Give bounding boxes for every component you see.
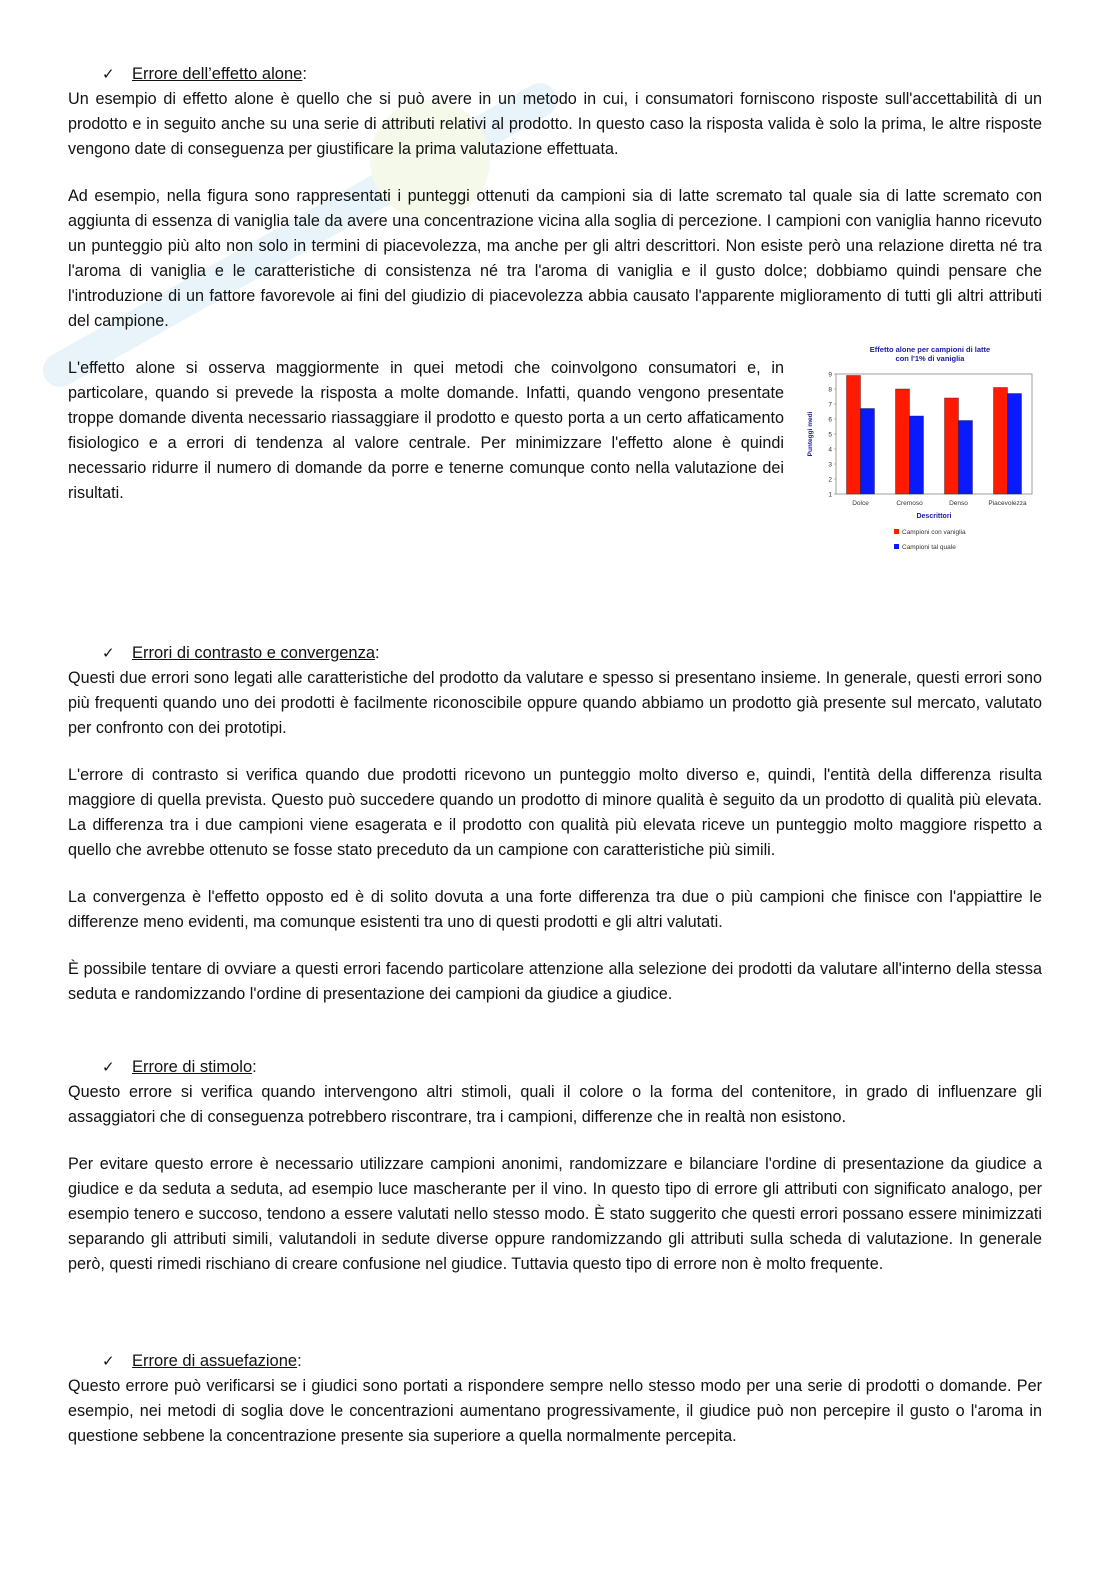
y-tick-label: 7 [828, 401, 832, 409]
y-tick-label: 2 [828, 476, 832, 484]
paragraph: Questo errore può verificarsi se i giudici sono portati a rispondere sempre nello stesso modo per una serie di prodotti o domande. Per esempio, nei metodi di soglia dove le concentrazioni aumentano progressivamente, il giudice può non percepire il gusto o l'aroma in questione sebbene la concentrazione presente sia superiore a quella normalmente percepita. [68, 1377, 1042, 1445]
bar-tal-quale [959, 421, 973, 495]
bar-chart [802, 344, 1042, 564]
bar-tal-quale [910, 416, 924, 494]
section-title: Errore di stimolo [132, 1058, 253, 1076]
legend-label: Campioni tal quale [902, 544, 956, 551]
y-tick-label: 4 [828, 446, 832, 454]
paragraph: È possibile tentare di ovviare a questi errori facendo particolare attenzione alla selezione dei prodotti da valutare all'interno della stessa seduta e randomizzando l'ordine di presentazione dei campioni da giudice a giudice. [68, 960, 1042, 1003]
section-title: Errore dell’effetto alone [132, 65, 303, 83]
paragraph: Un esempio di effetto alone è quello che si può avere in un metodo in cui, i consumatori forniscono risposte sull'accettabilità di un prodotto e in seguito anche su una serie di attributi relativi al prodotto. In questo caso la risposta valida è solo la prima, le altre risposte vengono date di conseguenza per giustificare la prima valutazione effettuata. [68, 90, 1042, 158]
checkmark-icon: ✓ [102, 1353, 115, 1370]
x-tick-label: Dolce [852, 500, 869, 507]
x-tick-label: Cremoso [896, 500, 923, 507]
chart-title: Effetto alone per campioni di latte [869, 345, 991, 354]
bar-tal-quale [1008, 394, 1022, 495]
chart-title: con l'1% di vaniglia [895, 354, 965, 363]
paragraph: L'errore di contrasto si verifica quando due prodotti ricevono un punteggio molto diverso e, quindi, l'entità della differenza risulta maggiore di quella prevista. Questo può succedere quando un prodotto di minore qualità è seguito da un prodotto di qualità più elevata. La differenza tra i due campioni viene esagerata e il prodotto con qualità più elevata riceve un punteggio molto maggiore rispetto a quello che avrebbe ottenuto se fosse stato preceduto da un campione con caratteristiche più simili. [68, 766, 1042, 859]
checkmark-icon: ✓ [102, 645, 115, 662]
paragraph: La convergenza è l'effetto opposto ed è di solito dovuta a una forte differenza tra due o più campioni che finisce con l'appiattire le differenze meno evidenti, ma comunque esistenti tra uno di questi prodotti e gli altri valutati. [68, 888, 1042, 931]
section-heading: ✓ Errore dell’effetto alone : [102, 62, 1042, 87]
legend-label: Campioni con vaniglia [902, 529, 966, 536]
bar-vaniglia [994, 388, 1008, 495]
legend-swatch [894, 544, 899, 549]
paragraph: L'effetto alone si osserva maggiormente in quei metodi che coinvolgono consumatori e, in particolare, quando si prevede la risposta a molte domande. Infatti, quando vengono presentate troppe domande diventa necessario riassaggiare il prodotto e questo porta a un certo affaticamento fisiologico e a errori di tendenza al valore centrale. Per minimizzare l'effetto alone è quindi necessario ridurre il numero di domande da porre e tenerne comunque conto nella valutazione dei risultati. [68, 359, 784, 502]
section-title: Errore di assuefazione [132, 1352, 298, 1370]
y-tick-label: 5 [828, 431, 832, 439]
paragraph: Per evitare questo errore è necessario utilizzare campioni anonimi, randomizzare e bilanciare l'ordine di presentazione da giudice a giudice e da seduta a seduta, ad esempio luce mascherante per il vino. In questo tipo di errore gli attributi con significato analogo, per esempio tenero e succoso, tendono a essere valutati nello stesso modo. È stato suggerito che questi errori possano essere minimizzati separando gli attributi simili, valutandoli in sedute diverse oppure randomizzando gli attributi sulla scheda di valutazione. In generale però, questi rimedi rischiano di creare confusione nel giudice. Tuttavia questo tipo di errore non è molto frequente. [68, 1155, 1042, 1273]
x-axis-label: Descrittori [916, 513, 952, 520]
x-tick-label: Denso [949, 500, 968, 507]
y-tick-label: 9 [828, 371, 832, 379]
paragraph: Ad esempio, nella figura sono rappresentati i punteggi ottenuti da campioni sia di latte scremato tal quale sia di latte scremato con aggiunta di essenza di vaniglia tale da avere una concentrazione vicina alla soglia di percezione. I campioni con vaniglia hanno ricevuto un punteggio più alto non solo in termini di piacevolezza, ma anche per gli altri descrittori. Non esiste però una relazione diretta né tra l'aroma di vaniglia e le caratteristiche di consistenza né tra l'aroma di vaniglia e il gusto dolce; dobbiamo quindi pensare che l'introduzione di un fattore favorevole ai fini del giudizio di piacevolezza abbia causato l'apparente miglioramento di tutti gli altri attributi del campione. [68, 187, 1042, 330]
section-heading: ✓ Errore di stimolo : [102, 1055, 1042, 1080]
x-tick-label: Piacevolezza [988, 500, 1027, 507]
checkmark-icon: ✓ [102, 1059, 115, 1076]
bar-vaniglia [847, 376, 861, 495]
document-page [68, 62, 1042, 1449]
legend-swatch [894, 529, 899, 534]
bar-tal-quale [861, 409, 875, 495]
y-tick-label: 6 [828, 416, 832, 424]
section-heading: ✓ Errore di assuefazione : [102, 1349, 1042, 1374]
bar-vaniglia [945, 398, 959, 494]
section-title: Errori di contrasto e convergenza [132, 644, 376, 662]
halo-effect-chart [802, 344, 1042, 569]
checkmark-icon: ✓ [102, 66, 115, 83]
y-tick-label: 1 [828, 491, 832, 499]
paragraph: Questi due errori sono legati alle caratteristiche del prodotto da valutare e spesso si presentano insieme. In generale, questi errori sono più frequenti quando uno dei prodotti è facilmente riconoscibile oppure quando abbiamo un prodotto già presente sul mercato, valutato per confronto con dei prototipi. [68, 669, 1042, 737]
y-axis-label: Punteggi medi [807, 411, 814, 457]
paragraph: Questo errore si verifica quando intervengono altri stimoli, quali il colore o la forma del contenitore, in grado di influenzare gli assaggiatori che di conseguenza potrebbero riscontrare, tra i campioni, differenze che in realtà non esistono. [68, 1083, 1042, 1126]
bar-vaniglia [896, 389, 910, 494]
y-tick-label: 3 [828, 461, 832, 469]
y-tick-label: 8 [828, 386, 832, 394]
section-heading: ✓ Errori di contrasto e convergenza : [102, 641, 1042, 666]
